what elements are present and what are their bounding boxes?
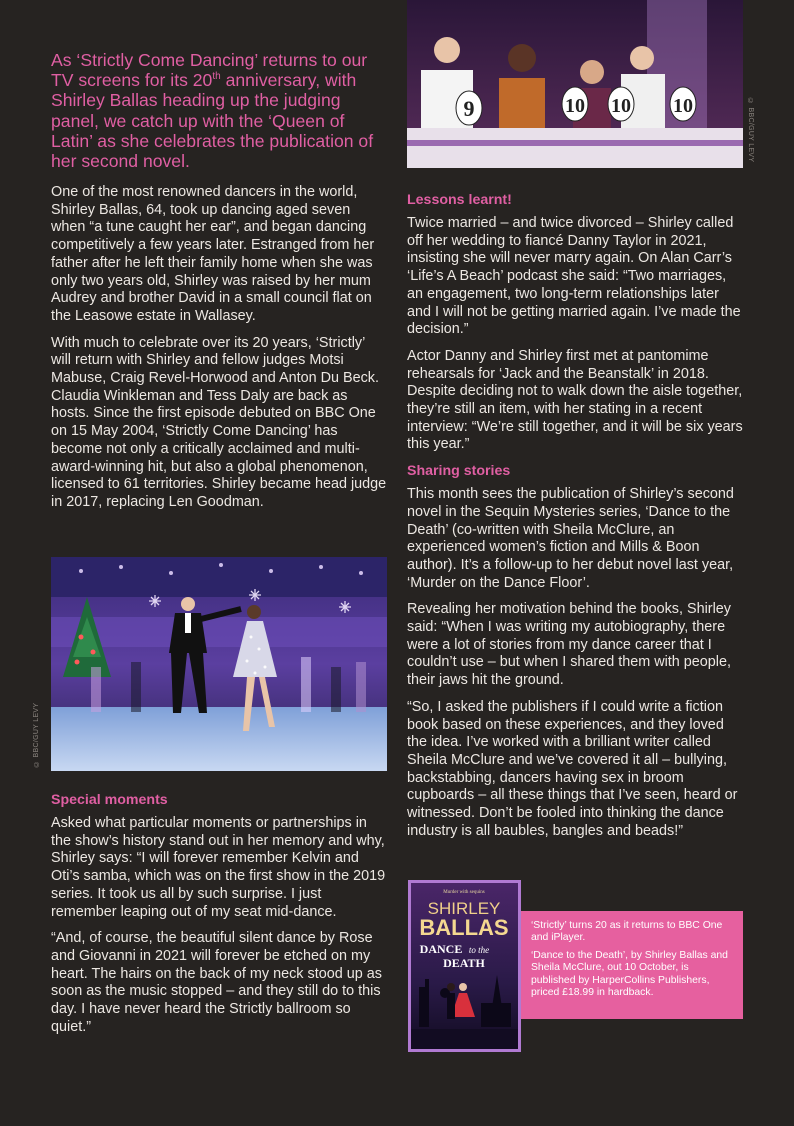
body-paragraph: One of the most renowned dancers in the world, Shirley Ballas, 64, took up dancing aged seven when “a tune caught her ear”, and began dancing competitively a few years later. Estranged from her father after he left their family home when she was only two years old, Shirley was raised by her mum Audrey and brother David in a small council flat on the Leasowe estate in Wallasey. [51,184,375,324]
intro-standfirst [51,50,387,171]
book-cover-art [411,883,518,1049]
heading-special-moments: Special moments [51,792,168,808]
book-author-first: SHIRLEY [427,899,501,918]
book-title-2: DEATH [443,956,485,970]
body-paragraph: “So, I asked the publishers if I could write a fiction book based on these experiences, and they loved the idea. I’ve worked with a brilliant writer called Sheila McClure and we’ve covered it all – bullying, backstabbing, dancers having sex in broom cupboards – all these things that I’ve seen, heard or witnessed. Don’t be fooled into thinking the dance industry is all baubles, bangles and beads!” [407,698,738,839]
body-paragraph: This month sees the publication of Shirley’s second novel in the Sequin Mysteries series, ‘Dance to the Death’ (co-written with Sheila McClure, an experienced women’s fiction and Mills & Boon author). It’s a follow-up to her debut novel last year, ‘Murder on the Dance Floor’. [407,486,734,591]
caption-text: ‘Strictly’ turns 20 as it returns to BBC One and iPlayer. [531,920,723,944]
book-title-small: to the [468,945,490,955]
judges-scene-illustration [407,0,743,168]
left-column-lower [51,792,387,1045]
score-label: 10 [673,95,693,117]
book-tagline: Murder with sequins [443,890,485,895]
score-label: 9 [463,96,475,121]
judges-panel-photo [407,0,743,168]
body-paragraph: “And, of course, the beautiful silent dance by Rose and Giovanni in 2021 will forever be etched on my heart. The hairs on the back of my neck stood up as soon as the music stopped – and they still do to this day. I have never heard the Strictly ballroom so quiet.” [51,930,382,1035]
body-paragraph: Revealing her motivation behind the books, Shirley said: “When I was writing my autobiography, there were a lot of stories from my dance career that I couldn’t use – but when I shared them with people, their jaws hit the ground. [407,601,731,689]
ballroom-dance-photo [51,557,387,771]
intro-text: As ‘Strictly Come Dancing’ returns to our TV screens for its 20 [51,50,368,91]
photo-credit: © BBC/GUY LEVY [747,98,754,163]
book-author-last: BALLAS [419,915,509,940]
book-title-1: DANCE [419,942,463,956]
score-label: 10 [611,95,631,117]
intro-text-end: anniversary, with Shirley Ballas heading up the judging panel, we catch up with the ‘Queen of Latin’ as she celebrates the publication of her second novel. [51,70,374,172]
left-column-upper [51,184,387,521]
body-paragraph: Asked what particular moments or partnerships in the show’s history stand out in her memory and why, Shirley says: “I will forever remember Kelvin and Oti’s samba, which was on the first show in the 2019 series. It took us all by such surprise. I just remember leaping out of my seat mid-dance. [51,815,386,920]
book-cover [408,880,521,1052]
heading-lessons-learnt: Lessons learnt! [407,192,512,208]
score-label: 10 [565,95,585,117]
intro-superscript: th [212,71,221,83]
ballroom-scene-illustration [51,557,387,771]
right-column [407,192,743,850]
body-paragraph: Twice married – and twice divorced – Shirley called off her wedding to fiancé Danny Taylor in 2021, insisting she will never marry again. On Alan Carr’s ‘Life’s A Beach’ podcast she said: “Two marriages, an engagement, two long-term relationships later and I will not be getting married again. I’ve made the decision.” [407,215,741,338]
caption-box [521,911,743,1019]
body-paragraph: With much to celebrate over its 20 years, ‘Strictly’ will return with Shirley and fellow judges Motsi Mabuse, Craig Revel-Horwood and Anton Du Beck. Claudia Winkleman and Tess Daly are back as hosts. Since the first episode debuted on BBC One on 15 May 2004, ‘Strictly Come Dancing’ has become not only a critically acclaimed and multi-award-winning hit, but also a global phenomenon, licensed to 61 territories. Shirley became head judge in 2017, replacing Len Goodman. [51,334,387,510]
body-paragraph: Actor Danny and Shirley first met at pantomime rehearsals for ‘Jack and the Beanstalk’ in 2018. Despite deciding not to walk down the aisle together, they’re still an item, with her stating in a recent interview: “We’re still together, and it will be six years this year.” [407,347,743,453]
caption-text: ‘Dance to the Death’, by Shirley Ballas and Sheila McClure, out 10 October, is published by HarperCollins Publishers, priced £18.99 in hardback. [531,949,728,999]
photo-credit: © BBC/GUY LEVY [33,702,40,767]
heading-sharing-stories: Sharing stories [407,463,511,480]
